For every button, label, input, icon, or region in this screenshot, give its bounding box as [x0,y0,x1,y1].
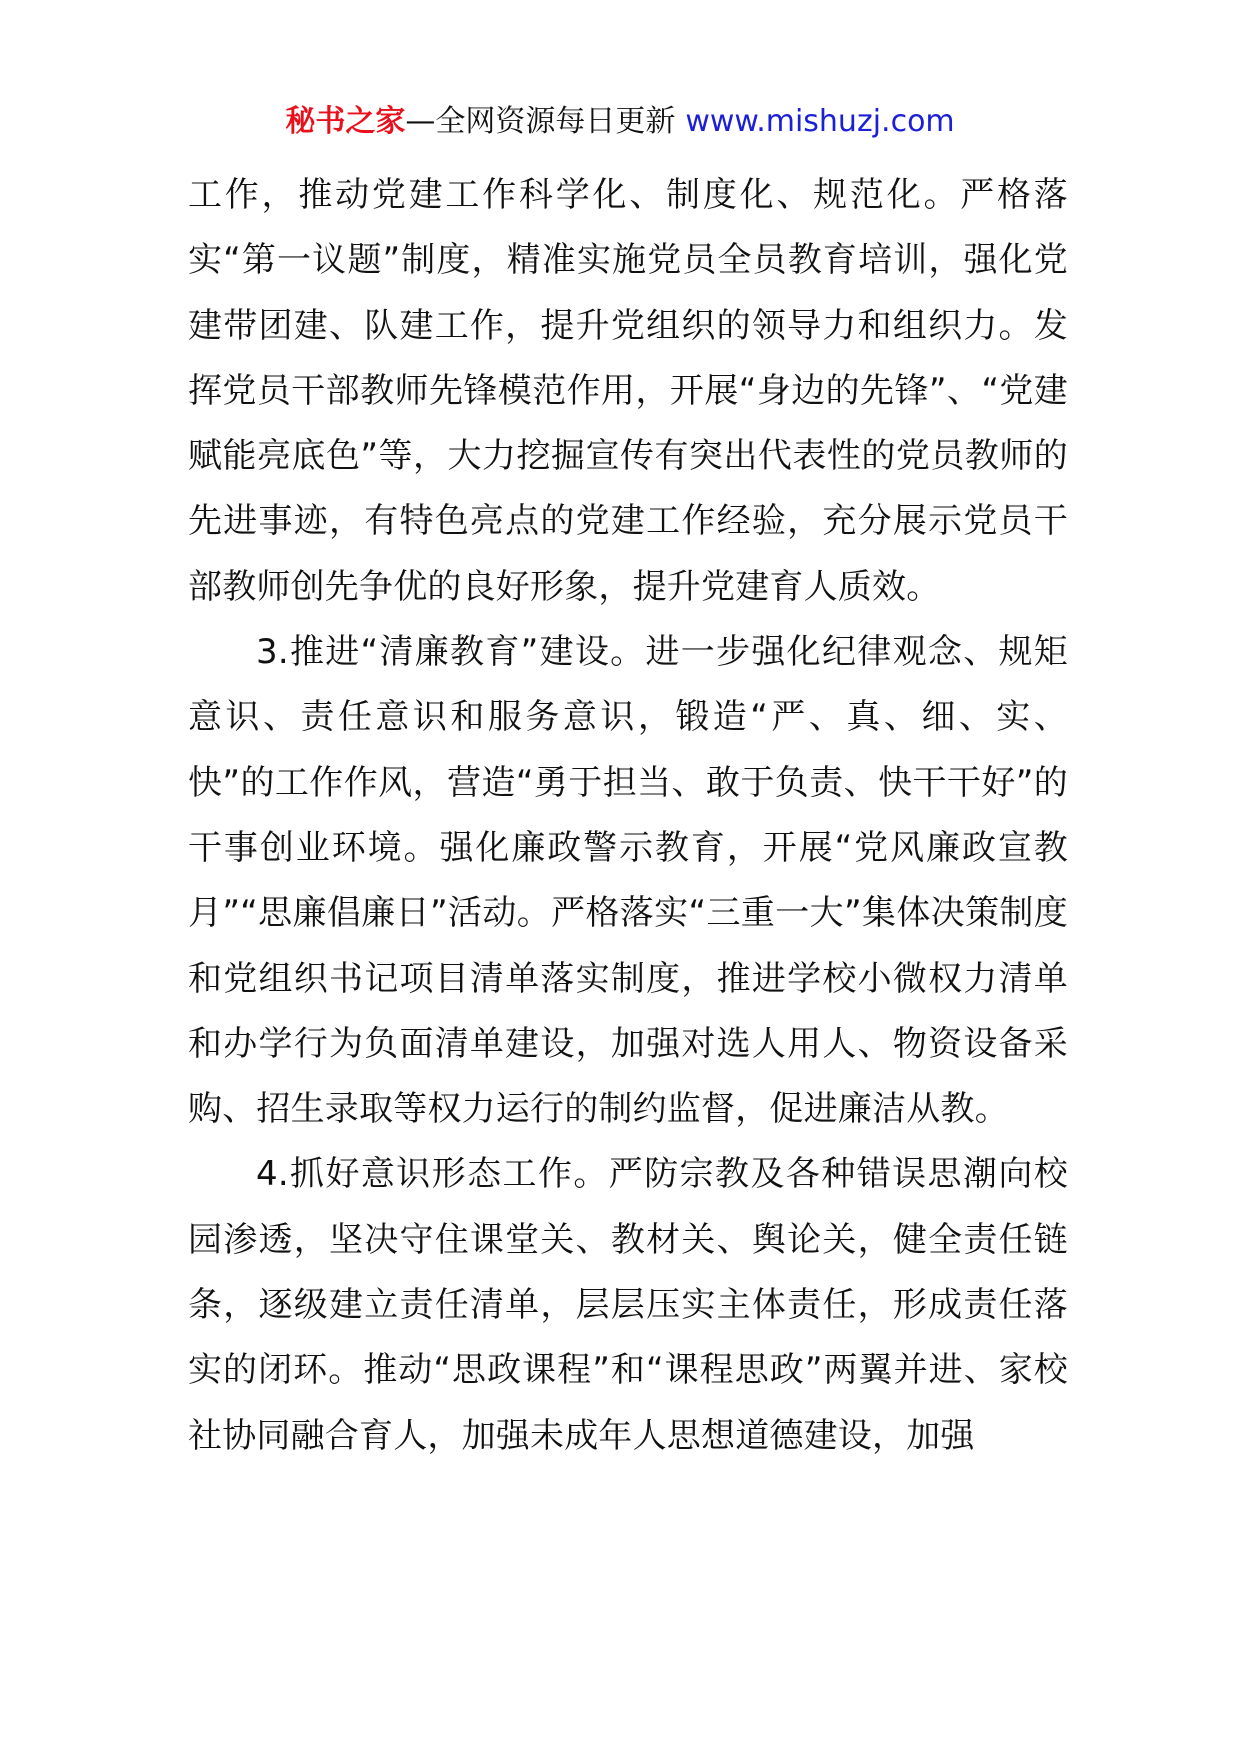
paragraph-ideology-work: 4.抓好意识形态工作。严防宗教及各种错误思潮向校园渗透，坚决守住课堂关、教材关、舆论关，健全责任链条，逐级建立责任清单，层层压实主体责任，形成责任落实的闭环。推动“思政课程”和“课程思政”两翼并进、家校社协同融合育人，加强未成年人思想道德建设，加强 [188,1154,1068,1456]
site-brand: 秘书之家 [285,104,406,139]
site-url-link[interactable]: www.mishuzj.com [685,104,955,139]
paragraph-continuation: 工作，推动党建工作科学化、制度化、规范化。严格落实“第一议题”制度，精准实施党员全员教育培训，强化党建带团建、队建工作，提升党组织的领导力和组织力。发挥党员干部教师先锋模范作用，开展“身边的先锋”、“党建赋能亮底色”等，大力挖掘宣传有突出代表性的党员教师的先进事迹，有特色亮点的党建工作经验，充分展示党员干部教师创先争优的良好形象，提升党建育人质效。 [188,175,1068,607]
site-header [0,102,1240,142]
site-tagline: —全网资源每日更新 [405,104,676,139]
document-body [188,163,1068,1469]
paragraph-clean-education: 3.推进“清廉教育”建设。进一步强化纪律观念、规矩意识、责任意识和服务意识，锻造“严、真、细、实、快”的工作作风，营造“勇于担当、敢于负责、快干干好”的干事创业环境。强化廉政警示教育，开展“党风廉政宣教月”“思廉倡廉日”活动。严格落实“三重一大”集体决策制度和党组织书记项目清单落实制度，推进学校小微权力清单和办学行为负面清单建设，加强对选人用人、物资设备采购、招生录取等权力运行的制约监督，促进廉洁从教。 [188,632,1068,1130]
